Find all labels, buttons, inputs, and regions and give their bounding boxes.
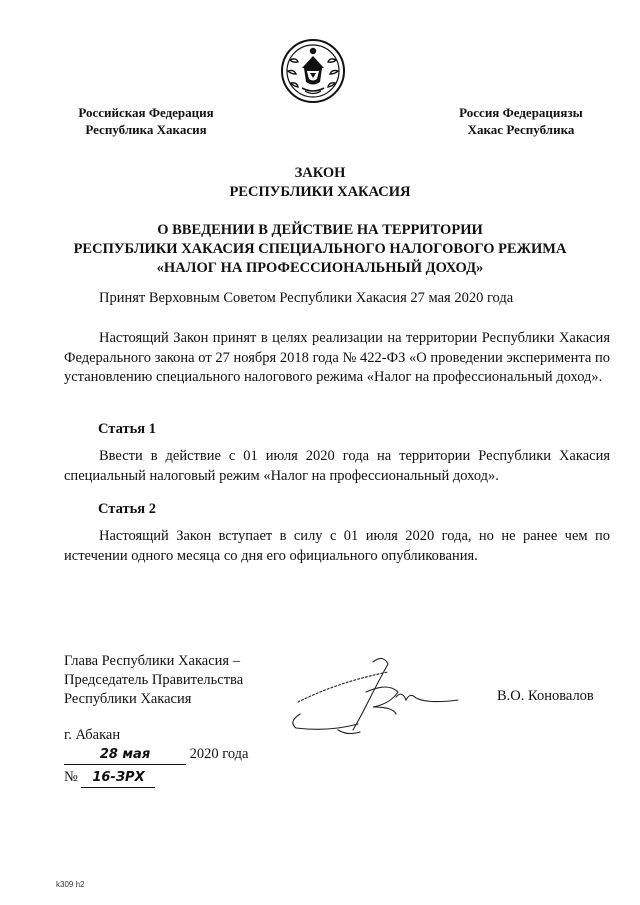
signatory-position (64, 652, 243, 709)
header-right-line-2: Хакас Республика (467, 122, 575, 137)
law-subject-line-2: РЕСПУБЛИКИ ХАКАСИЯ СПЕЦИАЛЬНОГО НАЛОГОВОГО РЕЖИМА (73, 241, 567, 257)
law-subject-line-3: «НАЛОГ НА ПРОФЕССИОНАЛЬНЫЙ ДОХОД» (156, 260, 484, 276)
header-left (58, 104, 234, 138)
number-sign: № (64, 769, 78, 785)
law-subject (40, 221, 600, 278)
coat-of-arms-emblem (280, 38, 346, 104)
article-2-heading: Статья 2 (98, 501, 156, 517)
signing-date (64, 745, 248, 765)
handwritten-signature (278, 652, 463, 742)
signatory-position-line-3: Республики Хакасия (64, 691, 192, 707)
header-left-line-1: Российская Федерация (78, 105, 214, 120)
header-left-line-2: Республика Хакасия (85, 122, 207, 137)
adopted-statement: Принят Верховным Советом Республики Хакасия 27 мая 2020 года (99, 290, 514, 306)
handwritten-date: 28 мая (64, 745, 186, 765)
article-1-text: Ввести в действие с 01 июля 2020 года на территории Республики Хакасия специальный налоговый режим «Налог на профессиональный доход». (64, 448, 610, 484)
law-number (64, 768, 155, 788)
signatory-position-line-1: Глава Республики Хакасия – (64, 653, 240, 669)
law-title-line-1: ЗАКОН (294, 165, 346, 181)
law-title-line-2: РЕСПУБЛИКИ ХАКАСИЯ (229, 184, 411, 200)
article-2-text: Настоящий Закон вступает в силу с 01 июля 2020 года, но не ранее чем по истечении одного месяца со дня его официального опубликования. (64, 528, 610, 564)
handwritten-law-number: 16-ЗРХ (81, 768, 155, 788)
signatory-name: В.О. Коновалов (497, 688, 594, 704)
header-right (436, 104, 606, 138)
header-right-line-1: Россия Федерациязы (459, 105, 583, 120)
law-title (40, 164, 600, 202)
article-1-heading: Статья 1 (98, 421, 156, 437)
document-code: k309 h2 (56, 880, 85, 889)
law-subject-line-1: О ВВЕДЕНИИ В ДЕЙСТВИЕ НА ТЕРРИТОРИИ (157, 222, 483, 238)
place-of-signing: г. Абакан (64, 727, 121, 743)
preamble-paragraph: Настоящий Закон принят в целях реализации на территории Республики Хакасия Федерального закона от 27 ноября 2018 года № 422-ФЗ «О проведении эксперимента по установлению специального налогового режима «Налог на профессиональный доход». (64, 330, 610, 385)
signatory-position-line-2: Председатель Правительства (64, 672, 244, 688)
date-year: 2020 года (189, 746, 249, 762)
